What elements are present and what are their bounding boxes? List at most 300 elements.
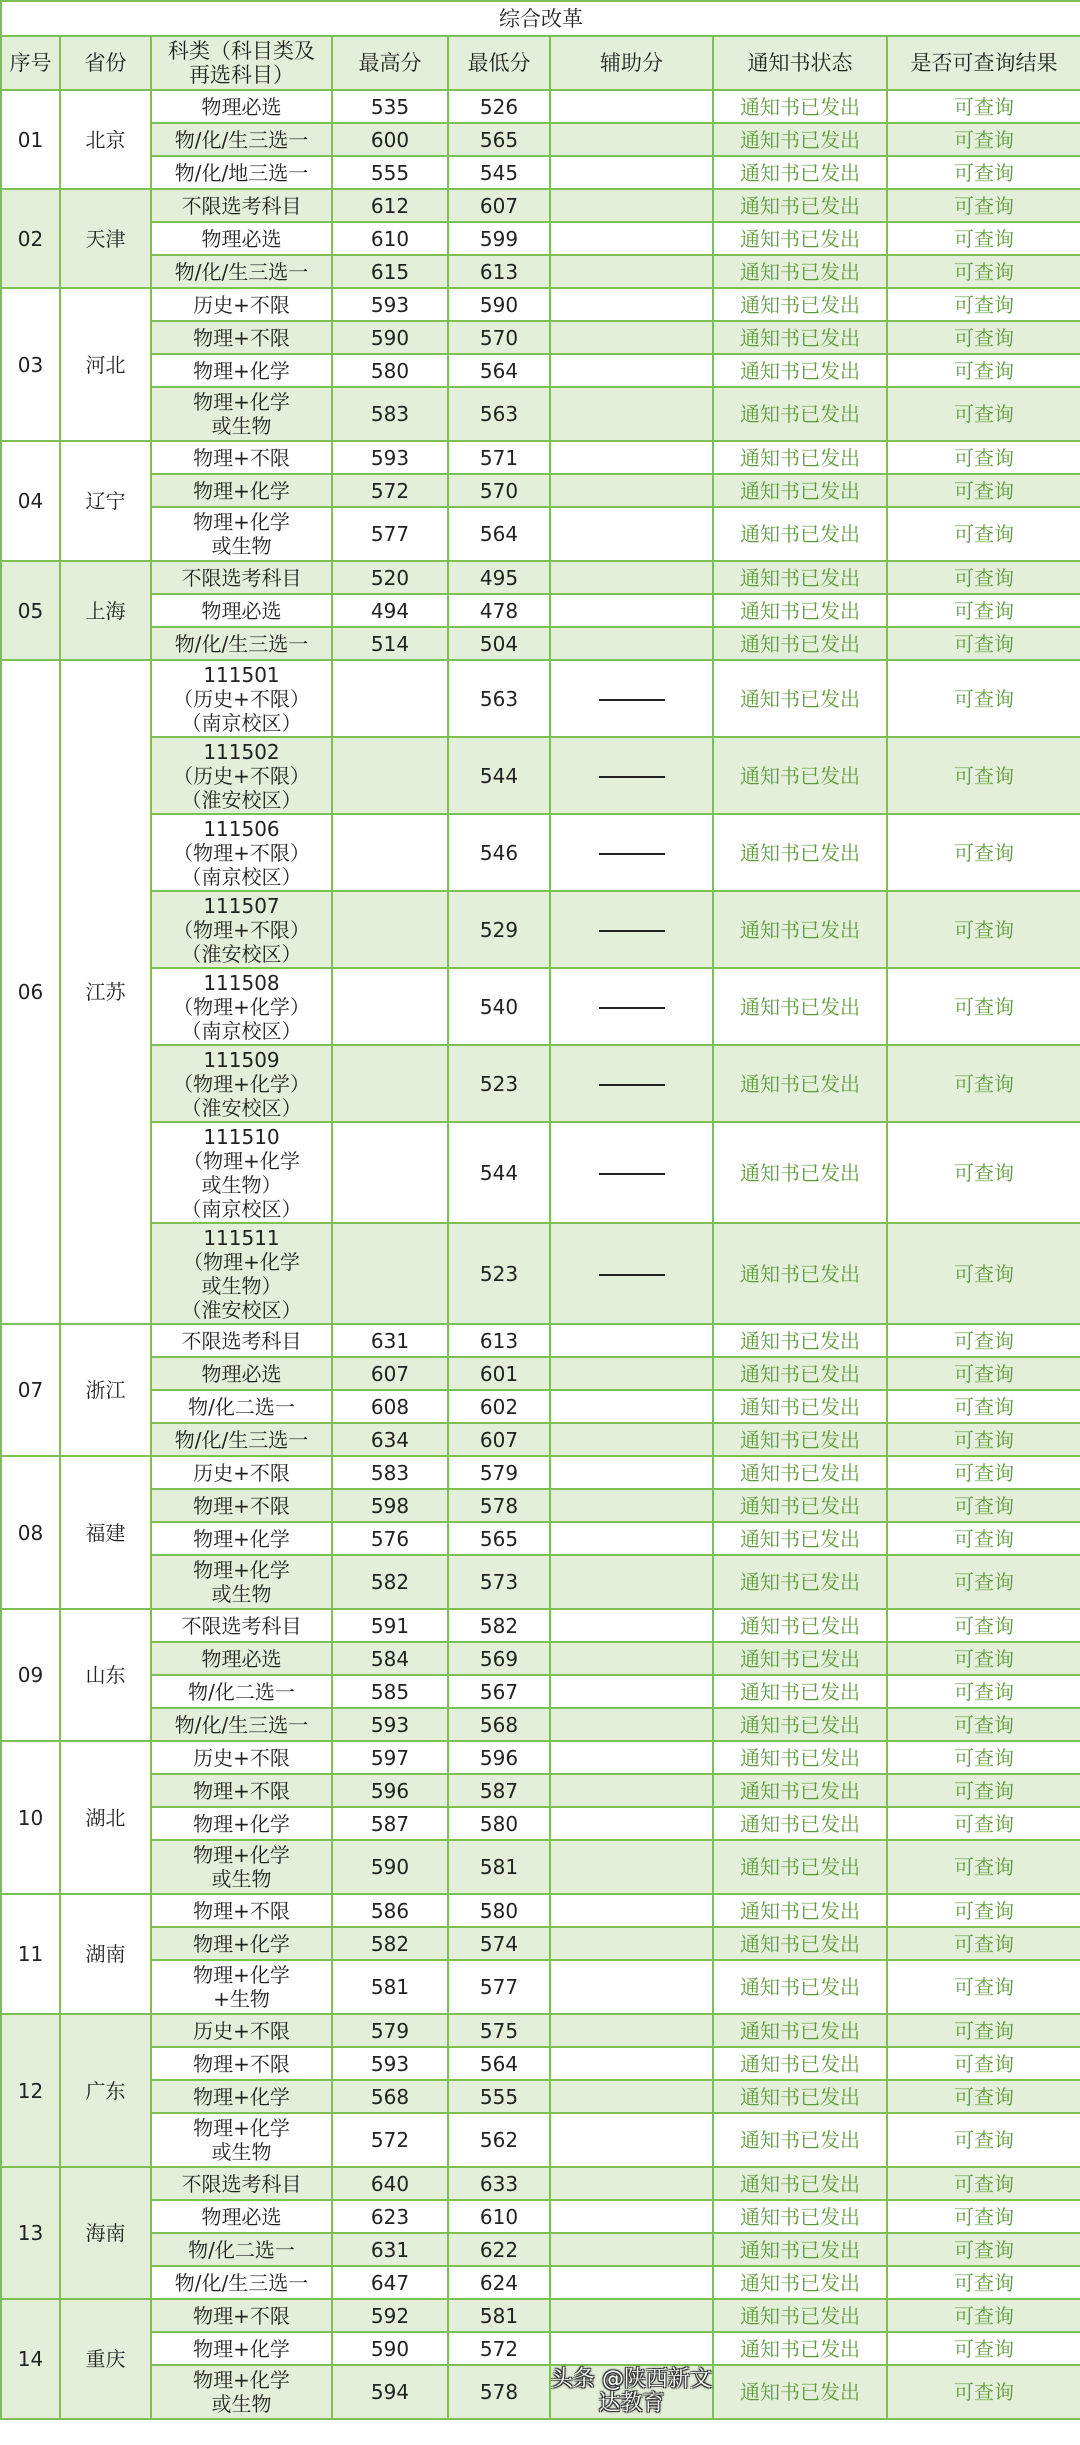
notice-status: 通知书已发出	[713, 321, 887, 354]
query-result: 可查询	[887, 2233, 1080, 2266]
table-row	[1, 123, 1080, 156]
table-row	[1, 387, 1080, 441]
subject-category: 物/化/生三选一	[151, 1708, 332, 1741]
min-score: 622	[448, 2233, 550, 2266]
subject-category: 历史+不限	[151, 1741, 332, 1774]
aux-score	[550, 660, 713, 737]
query-result: 可查询	[887, 561, 1080, 594]
subject-category: 物理+化学 或生物	[151, 507, 332, 561]
min-score: 581	[448, 1840, 550, 1894]
notice-status: 通知书已发出	[713, 627, 887, 660]
notice-status: 通知书已发出	[713, 2047, 887, 2080]
min-score: 613	[448, 1324, 550, 1357]
query-result: 可查询	[887, 222, 1080, 255]
header-province: 省份	[60, 36, 151, 90]
subject-category: 物理+化学	[151, 1927, 332, 1960]
province-name: 重庆	[60, 2299, 151, 2419]
province-name: 山东	[60, 1609, 151, 1741]
query-result: 可查询	[887, 1122, 1080, 1223]
max-score: 535	[332, 90, 448, 123]
aux-score	[550, 1122, 713, 1223]
query-result: 可查询	[887, 1840, 1080, 1894]
aux-score	[550, 1555, 713, 1609]
table-row	[1, 1708, 1080, 1741]
query-result: 可查询	[887, 2167, 1080, 2200]
header-seq: 序号	[1, 36, 60, 90]
max-score: 593	[332, 1708, 448, 1741]
notice-status: 通知书已发出	[713, 660, 887, 737]
aux-score	[550, 2113, 713, 2167]
province-name: 福建	[60, 1456, 151, 1609]
subject-category: 物理+不限	[151, 1774, 332, 1807]
province-name: 河北	[60, 288, 151, 441]
query-result: 可查询	[887, 1708, 1080, 1741]
table-row	[1, 2266, 1080, 2299]
aux-score	[550, 2080, 713, 2113]
province-name: 上海	[60, 561, 151, 660]
province-name: 海南	[60, 2167, 151, 2299]
aux-score	[550, 1708, 713, 1741]
max-score: 592	[332, 2299, 448, 2332]
aux-score	[550, 2365, 713, 2419]
aux-score	[550, 1642, 713, 1675]
min-score: 574	[448, 1927, 550, 1960]
notice-status: 通知书已发出	[713, 354, 887, 387]
query-result: 可查询	[887, 1774, 1080, 1807]
notice-status: 通知书已发出	[713, 1489, 887, 1522]
province-name: 浙江	[60, 1324, 151, 1456]
min-score: 565	[448, 123, 550, 156]
table-row	[1, 2113, 1080, 2167]
max-score	[332, 737, 448, 814]
notice-status: 通知书已发出	[713, 1840, 887, 1894]
table-row	[1, 1122, 1080, 1223]
subject-category: 物理+化学	[151, 1807, 332, 1840]
query-result: 可查询	[887, 814, 1080, 891]
notice-status: 通知书已发出	[713, 1807, 887, 1840]
min-score: 546	[448, 814, 550, 891]
subject-category: 历史+不限	[151, 288, 332, 321]
table-row	[1, 441, 1080, 474]
subject-category: 物理+化学	[151, 474, 332, 507]
min-score: 590	[448, 288, 550, 321]
table-row	[1, 1423, 1080, 1456]
aux-score-dash	[599, 930, 665, 932]
max-score: 600	[332, 123, 448, 156]
max-score: 555	[332, 156, 448, 189]
max-score: 590	[332, 1840, 448, 1894]
notice-status: 通知书已发出	[713, 1555, 887, 1609]
table-row	[1, 1927, 1080, 1960]
subject-category: 物/化/生三选一	[151, 1423, 332, 1456]
query-result: 可查询	[887, 1555, 1080, 1609]
table-row	[1, 90, 1080, 123]
query-result: 可查询	[887, 1357, 1080, 1390]
min-score: 564	[448, 507, 550, 561]
min-score: 581	[448, 2299, 550, 2332]
min-score: 564	[448, 354, 550, 387]
min-score: 624	[448, 2266, 550, 2299]
subject-category: 物理必选	[151, 222, 332, 255]
query-result: 可查询	[887, 1390, 1080, 1423]
subject-category: 物理+不限	[151, 1894, 332, 1927]
province-name: 湖南	[60, 1894, 151, 2014]
min-score: 523	[448, 1045, 550, 1122]
notice-status: 通知书已发出	[713, 255, 887, 288]
subject-category: 111508 （物理+化学） （南京校区）	[151, 968, 332, 1045]
table-row	[1, 1675, 1080, 1708]
table-row	[1, 1609, 1080, 1642]
query-result: 可查询	[887, 1223, 1080, 1324]
aux-score	[550, 814, 713, 891]
seq-number: 10	[1, 1741, 60, 1894]
max-score: 634	[332, 1423, 448, 1456]
query-result: 可查询	[887, 1423, 1080, 1456]
subject-category: 物/化二选一	[151, 1675, 332, 1708]
max-score: 608	[332, 1390, 448, 1423]
province-name: 北京	[60, 90, 151, 189]
subject-category: 物理+不限	[151, 2047, 332, 2080]
aux-score	[550, 321, 713, 354]
min-score: 577	[448, 1960, 550, 2014]
subject-category: 物理+化学	[151, 2332, 332, 2365]
query-result: 可查询	[887, 2266, 1080, 2299]
min-score: 568	[448, 1708, 550, 1741]
subject-category: 物理+不限	[151, 1489, 332, 1522]
min-score: 607	[448, 1423, 550, 1456]
query-result: 可查询	[887, 1522, 1080, 1555]
min-score: 578	[448, 2365, 550, 2419]
aux-score	[550, 2266, 713, 2299]
aux-score	[550, 1390, 713, 1423]
seq-number: 11	[1, 1894, 60, 2014]
query-result: 可查询	[887, 2080, 1080, 2113]
max-score: 593	[332, 441, 448, 474]
max-score: 580	[332, 354, 448, 387]
notice-status: 通知书已发出	[713, 1894, 887, 1927]
query-result: 可查询	[887, 660, 1080, 737]
min-score: 613	[448, 255, 550, 288]
query-result: 可查询	[887, 1609, 1080, 1642]
aux-score	[550, 1927, 713, 1960]
query-result: 可查询	[887, 90, 1080, 123]
aux-score-dash	[599, 1173, 665, 1175]
subject-category: 不限选考科目	[151, 561, 332, 594]
aux-score-dash	[599, 1084, 665, 1086]
max-score: 631	[332, 1324, 448, 1357]
notice-status: 通知书已发出	[713, 1324, 887, 1357]
notice-status: 通知书已发出	[713, 1357, 887, 1390]
max-score: 520	[332, 561, 448, 594]
max-score	[332, 1122, 448, 1223]
subject-category: 物理+不限	[151, 2299, 332, 2332]
province-name: 江苏	[60, 660, 151, 1324]
header-subject: 科类（科目类及 再选科目）	[151, 36, 332, 90]
subject-category: 物/化/地三选一	[151, 156, 332, 189]
max-score: 596	[332, 1774, 448, 1807]
aux-score	[550, 1045, 713, 1122]
aux-score	[550, 1960, 713, 2014]
notice-status: 通知书已发出	[713, 2299, 887, 2332]
notice-status: 通知书已发出	[713, 474, 887, 507]
query-result: 可查询	[887, 737, 1080, 814]
min-score: 580	[448, 1894, 550, 1927]
max-score: 586	[332, 1894, 448, 1927]
min-score: 570	[448, 321, 550, 354]
min-score: 540	[448, 968, 550, 1045]
query-result: 可查询	[887, 1456, 1080, 1489]
notice-status: 通知书已发出	[713, 1045, 887, 1122]
query-result: 可查询	[887, 1045, 1080, 1122]
subject-category: 物/化二选一	[151, 2233, 332, 2266]
query-result: 可查询	[887, 1807, 1080, 1840]
query-result: 可查询	[887, 1894, 1080, 1927]
max-score: 594	[332, 2365, 448, 2419]
subject-category: 物/化/生三选一	[151, 627, 332, 660]
query-result: 可查询	[887, 2365, 1080, 2419]
watermark: 头条 @陕西新文达教育	[551, 2367, 712, 2416]
aux-score-dash	[599, 776, 665, 778]
table-row	[1, 222, 1080, 255]
table-row	[1, 737, 1080, 814]
max-score: 583	[332, 1456, 448, 1489]
query-result: 可查询	[887, 354, 1080, 387]
table-row	[1, 2233, 1080, 2266]
query-result: 可查询	[887, 123, 1080, 156]
aux-score	[550, 288, 713, 321]
subject-category: 111501 （历史+不限） （南京校区）	[151, 660, 332, 737]
table-row	[1, 1840, 1080, 1894]
aux-score	[550, 2332, 713, 2365]
min-score: 602	[448, 1390, 550, 1423]
max-score: 615	[332, 255, 448, 288]
table-row	[1, 2167, 1080, 2200]
min-score: 504	[448, 627, 550, 660]
seq-number: 04	[1, 441, 60, 561]
query-result: 可查询	[887, 2047, 1080, 2080]
aux-score-dash	[599, 1274, 665, 1276]
seq-number: 05	[1, 561, 60, 660]
table-row	[1, 1960, 1080, 2014]
seq-number: 12	[1, 2014, 60, 2167]
max-score: 582	[332, 1927, 448, 1960]
subject-category: 物/化/生三选一	[151, 255, 332, 288]
notice-status: 通知书已发出	[713, 1223, 887, 1324]
max-score: 584	[332, 1642, 448, 1675]
notice-status: 通知书已发出	[713, 594, 887, 627]
aux-score	[550, 387, 713, 441]
notice-status: 通知书已发出	[713, 2266, 887, 2299]
header-max-score: 最高分	[332, 36, 448, 90]
header-query-result: 是否可查询结果	[887, 36, 1080, 90]
subject-category: 物理+化学 或生物	[151, 387, 332, 441]
query-result: 可查询	[887, 968, 1080, 1045]
province-name: 天津	[60, 189, 151, 288]
max-score: 612	[332, 189, 448, 222]
min-score: 587	[448, 1774, 550, 1807]
notice-status: 通知书已发出	[713, 737, 887, 814]
seq-number: 06	[1, 660, 60, 1324]
table-row	[1, 354, 1080, 387]
notice-status: 通知书已发出	[713, 1122, 887, 1223]
subject-category: 物理+化学	[151, 2080, 332, 2113]
subject-category: 111506 （物理+不限） （南京校区）	[151, 814, 332, 891]
max-score: 591	[332, 1609, 448, 1642]
province-name: 辽宁	[60, 441, 151, 561]
min-score: 567	[448, 1675, 550, 1708]
aux-score	[550, 594, 713, 627]
max-score	[332, 814, 448, 891]
subject-category: 物理+化学 或生物	[151, 2113, 332, 2167]
header-notice-status: 通知书状态	[713, 36, 887, 90]
max-score: 583	[332, 387, 448, 441]
min-score: 544	[448, 1122, 550, 1223]
min-score: 565	[448, 1522, 550, 1555]
table-row	[1, 561, 1080, 594]
notice-status: 通知书已发出	[713, 387, 887, 441]
subject-category: 物理+不限	[151, 441, 332, 474]
table-row	[1, 814, 1080, 891]
max-score: 587	[332, 1807, 448, 1840]
subject-category: 物理必选	[151, 594, 332, 627]
notice-status: 通知书已发出	[713, 2332, 887, 2365]
max-score: 623	[332, 2200, 448, 2233]
aux-score	[550, 1774, 713, 1807]
subject-category: 111502 （历史+不限） （淮安校区）	[151, 737, 332, 814]
max-score: 610	[332, 222, 448, 255]
table-row	[1, 660, 1080, 737]
min-score: 575	[448, 2014, 550, 2047]
header-min-score: 最低分	[448, 36, 550, 90]
aux-score	[550, 2233, 713, 2266]
aux-score	[550, 1675, 713, 1708]
table-row	[1, 1456, 1080, 1489]
aux-score	[550, 1357, 713, 1390]
query-result: 可查询	[887, 156, 1080, 189]
max-score: 572	[332, 2113, 448, 2167]
notice-status: 通知书已发出	[713, 123, 887, 156]
min-score: 555	[448, 2080, 550, 2113]
notice-status: 通知书已发出	[713, 156, 887, 189]
max-score: 494	[332, 594, 448, 627]
notice-status: 通知书已发出	[713, 441, 887, 474]
aux-score-dash	[599, 699, 665, 701]
query-result: 可查询	[887, 441, 1080, 474]
aux-score	[550, 90, 713, 123]
table-row	[1, 1522, 1080, 1555]
notice-status: 通知书已发出	[713, 189, 887, 222]
subject-category: 历史+不限	[151, 1456, 332, 1489]
table-row	[1, 1555, 1080, 1609]
seq-number: 03	[1, 288, 60, 441]
aux-score	[550, 1324, 713, 1357]
min-score: 582	[448, 1609, 550, 1642]
aux-score	[550, 354, 713, 387]
query-result: 可查询	[887, 891, 1080, 968]
notice-status: 通知书已发出	[713, 891, 887, 968]
max-score	[332, 968, 448, 1045]
table-row	[1, 507, 1080, 561]
query-result: 可查询	[887, 507, 1080, 561]
subject-category: 物理必选	[151, 2200, 332, 2233]
min-score: 571	[448, 441, 550, 474]
aux-score	[550, 1807, 713, 1840]
min-score: 562	[448, 2113, 550, 2167]
table-row	[1, 321, 1080, 354]
seq-number: 02	[1, 189, 60, 288]
notice-status: 通知书已发出	[713, 1675, 887, 1708]
notice-status: 通知书已发出	[713, 1456, 887, 1489]
notice-status: 通知书已发出	[713, 561, 887, 594]
aux-score	[550, 561, 713, 594]
table-row	[1, 2299, 1080, 2332]
query-result: 可查询	[887, 474, 1080, 507]
table-row	[1, 2332, 1080, 2365]
aux-score	[550, 1223, 713, 1324]
table-row	[1, 1489, 1080, 1522]
subject-category: 物理+不限	[151, 321, 332, 354]
table-row	[1, 2365, 1080, 2419]
max-score: 647	[332, 2266, 448, 2299]
table-row	[1, 474, 1080, 507]
min-score: 478	[448, 594, 550, 627]
aux-score	[550, 968, 713, 1045]
max-score: 598	[332, 1489, 448, 1522]
min-score: 599	[448, 222, 550, 255]
aux-score	[550, 1456, 713, 1489]
max-score: 581	[332, 1960, 448, 2014]
aux-score	[550, 2167, 713, 2200]
min-score: 563	[448, 387, 550, 441]
header-aux-score: 辅助分	[550, 36, 713, 90]
max-score: 640	[332, 2167, 448, 2200]
min-score: 544	[448, 737, 550, 814]
seq-number: 13	[1, 2167, 60, 2299]
notice-status: 通知书已发出	[713, 1609, 887, 1642]
aux-score	[550, 474, 713, 507]
notice-status: 通知书已发出	[713, 1774, 887, 1807]
query-result: 可查询	[887, 627, 1080, 660]
table-row	[1, 1807, 1080, 1840]
subject-category: 不限选考科目	[151, 189, 332, 222]
notice-status: 通知书已发出	[713, 2200, 887, 2233]
query-result: 可查询	[887, 1960, 1080, 2014]
subject-category: 物理+化学 或生物	[151, 1840, 332, 1894]
subject-category: 111509 （物理+化学） （淮安校区）	[151, 1045, 332, 1122]
subject-category: 物理+化学	[151, 1522, 332, 1555]
min-score: 579	[448, 1456, 550, 1489]
notice-status: 通知书已发出	[713, 1390, 887, 1423]
query-result: 可查询	[887, 1489, 1080, 1522]
max-score: 576	[332, 1522, 448, 1555]
aux-score	[550, 2014, 713, 2047]
seq-number: 08	[1, 1456, 60, 1609]
query-result: 可查询	[887, 255, 1080, 288]
notice-status: 通知书已发出	[713, 1522, 887, 1555]
max-score: 577	[332, 507, 448, 561]
subject-category: 111510 （物理+化学 或生物） （南京校区）	[151, 1122, 332, 1223]
seq-number: 01	[1, 90, 60, 189]
subject-category: 物/化二选一	[151, 1390, 332, 1423]
notice-status: 通知书已发出	[713, 90, 887, 123]
min-score: 495	[448, 561, 550, 594]
query-result: 可查询	[887, 2200, 1080, 2233]
subject-category: 不限选考科目	[151, 2167, 332, 2200]
query-result: 可查询	[887, 1675, 1080, 1708]
table-row	[1, 255, 1080, 288]
subject-category: 物理+化学 +生物	[151, 1960, 332, 2014]
aux-score	[550, 1741, 713, 1774]
